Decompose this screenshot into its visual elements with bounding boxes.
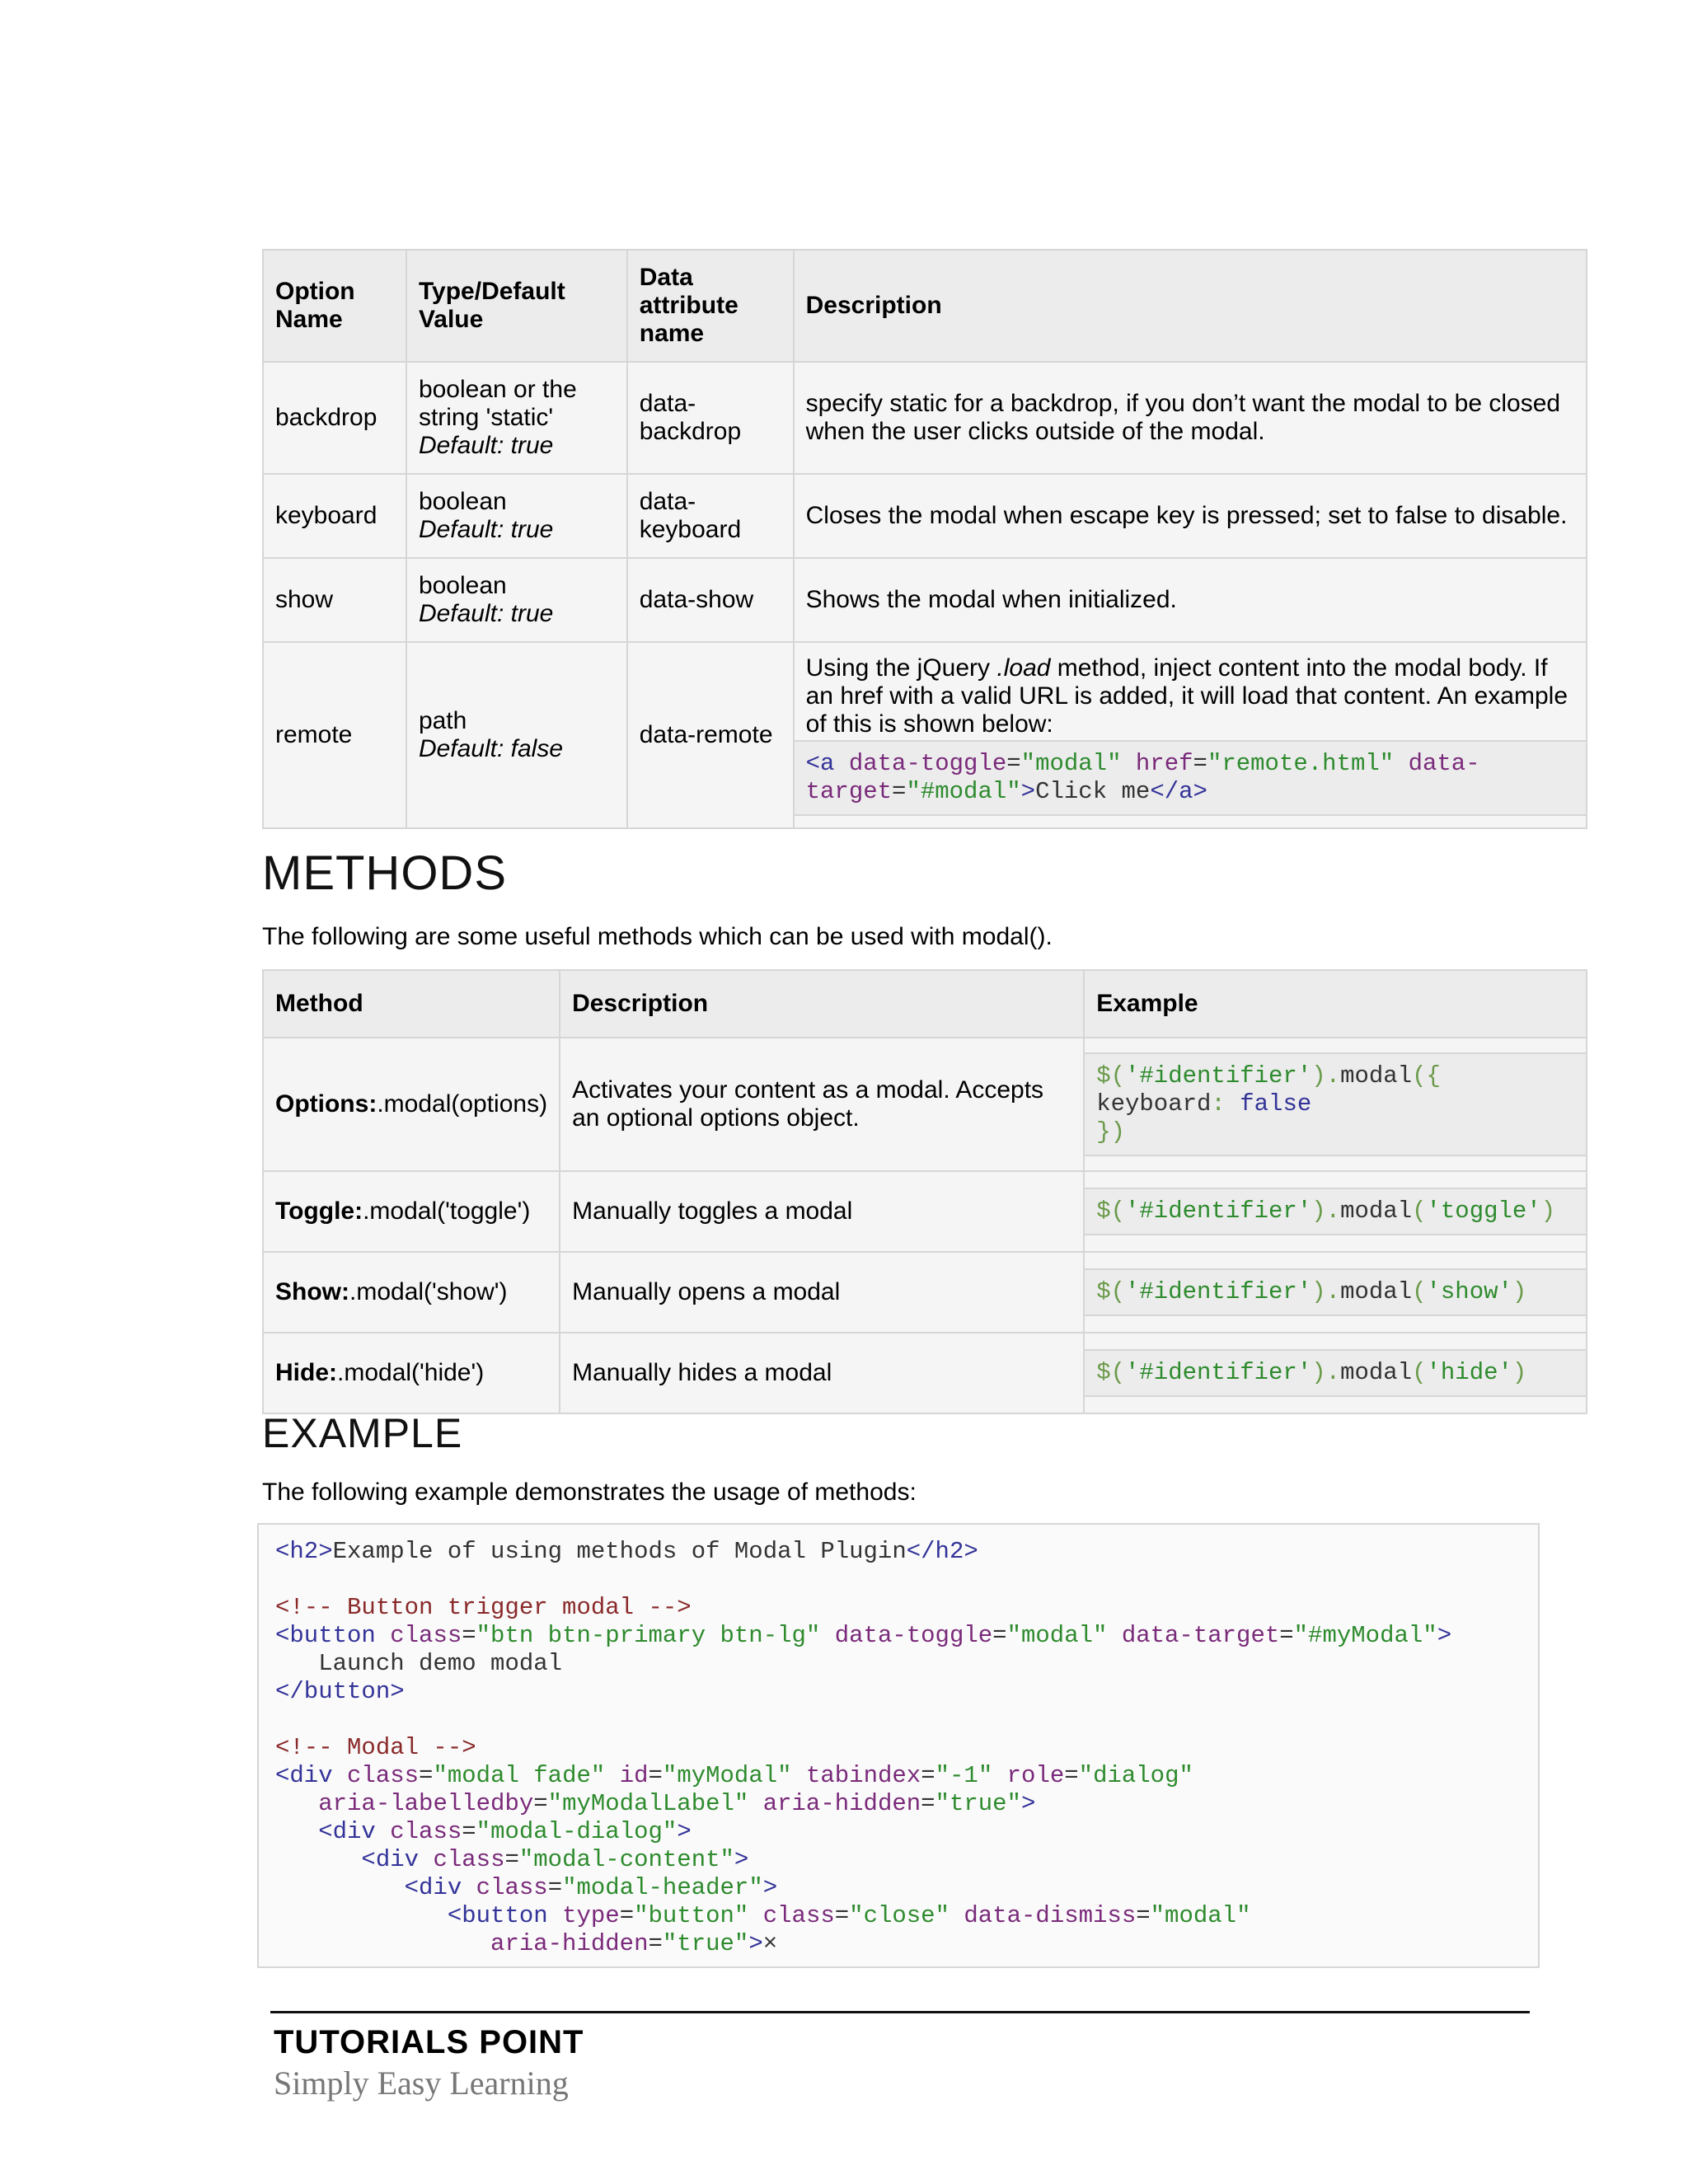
method-call: .modal('hide') bbox=[337, 1359, 485, 1386]
option-desc bbox=[794, 642, 1587, 828]
method-call: .modal('show') bbox=[349, 1278, 508, 1305]
table-row bbox=[263, 474, 1587, 558]
table-row bbox=[263, 642, 1587, 828]
example-code-block: <h2>Example of using methods of Modal Plugin</h2> <!-- Button trigger modal --> <button class="btn btn-primary btn-lg" data-toggle="modal" data-target="#myModal"> Launch demo modal </button> <!-- Modal --> <div class="modal fade" id="myModal" tabindex="-1" role="dialog" aria-labelledby="myModalLabel" aria-hidden="true"> <div class="modal-dialog"> <div class="modal-content"> <div class="modal-header"> <button type="button" class="close" data-dismiss="modal" aria-hidden="true">× bbox=[257, 1523, 1540, 1968]
option-attr: data-show bbox=[627, 558, 794, 642]
table-row bbox=[263, 558, 1587, 642]
method-example-code: $('#identifier').modal({ keyboard: false }) bbox=[1085, 1052, 1586, 1156]
method-desc: Activates your content as a modal. Accepts an optional options object. bbox=[560, 1038, 1084, 1171]
type-text: path bbox=[418, 707, 467, 734]
method-example-cell bbox=[1084, 1333, 1587, 1413]
example-intro: The following example demonstrates the usage of methods: bbox=[262, 1479, 917, 1506]
option-type bbox=[406, 642, 627, 828]
method-example-cell bbox=[1084, 1038, 1587, 1171]
methods-header-row bbox=[263, 970, 1587, 1038]
option-name: remote bbox=[263, 642, 406, 828]
type-text: boolean or the string 'static' bbox=[418, 376, 577, 431]
methods-table bbox=[262, 969, 1587, 1414]
option-name: show bbox=[263, 558, 406, 642]
option-desc: Shows the modal when initialized. bbox=[794, 558, 1587, 642]
method-cell bbox=[263, 1038, 560, 1171]
desc-emphasis: .load bbox=[996, 654, 1051, 682]
table-row bbox=[263, 362, 1587, 474]
header-data-attribute: Data attribute name bbox=[627, 250, 794, 362]
method-desc: Manually toggles a modal bbox=[560, 1171, 1084, 1252]
footer-brand: TUTORIALS POINT bbox=[274, 2024, 584, 2060]
method-call: .modal('toggle') bbox=[363, 1197, 531, 1225]
footer-tagline: Simply Easy Learning bbox=[274, 2064, 569, 2102]
method-cell bbox=[263, 1171, 560, 1252]
methods-intro: The following are some useful methods which can be used with modal(). bbox=[262, 923, 1053, 950]
header-type-default: Type/Default Value bbox=[406, 250, 627, 362]
method-label: Show: bbox=[275, 1278, 349, 1305]
options-header-row bbox=[263, 250, 1587, 362]
table-row bbox=[263, 1038, 1587, 1171]
desc-part: method, inject content into the modal body. If an href with a valid URL is added, it will load that content. An example of this is shown below: bbox=[805, 654, 1568, 738]
footer-divider bbox=[270, 2011, 1530, 2013]
method-cell bbox=[263, 1252, 560, 1333]
type-text: boolean bbox=[418, 572, 507, 599]
option-attr: data-remote bbox=[627, 642, 794, 828]
method-example-code: $('#identifier').modal('toggle') bbox=[1085, 1188, 1586, 1235]
desc-part: Using the jQuery bbox=[805, 654, 997, 682]
method-label: Options: bbox=[275, 1090, 377, 1118]
option-name: backdrop bbox=[263, 362, 406, 474]
section-heading-example: EXAMPLE bbox=[262, 1410, 463, 1456]
option-type bbox=[406, 362, 627, 474]
option-type bbox=[406, 558, 627, 642]
type-text: boolean bbox=[418, 488, 507, 515]
section-heading-methods: METHODS bbox=[262, 846, 507, 900]
default-text: Default: false bbox=[418, 735, 564, 762]
method-example-code: $('#identifier').modal('hide') bbox=[1085, 1349, 1586, 1397]
option-attr: data-backdrop bbox=[627, 362, 794, 474]
method-call: .modal(options) bbox=[377, 1090, 548, 1118]
table-row bbox=[263, 1333, 1587, 1413]
method-desc: Manually hides a modal bbox=[560, 1333, 1084, 1413]
table-row bbox=[263, 1252, 1587, 1333]
table-row bbox=[263, 1171, 1587, 1252]
option-desc: specify static for a backdrop, if you don’t want the modal to be closed when the user clicks outside of the modal. bbox=[794, 362, 1587, 474]
method-desc: Manually opens a modal bbox=[560, 1252, 1084, 1333]
method-label: Toggle: bbox=[275, 1197, 363, 1225]
default-text: Default: true bbox=[418, 600, 554, 627]
remote-desc-text bbox=[795, 643, 1586, 740]
method-example-code: $('#identifier').modal('show') bbox=[1085, 1268, 1586, 1316]
method-cell bbox=[263, 1333, 560, 1413]
method-example-cell bbox=[1084, 1252, 1587, 1333]
remote-code-sample: <a data-toggle="modal" href="remote.html" data-target="#modal">Click me</a> bbox=[795, 740, 1586, 816]
default-text: Default: true bbox=[418, 516, 554, 543]
header-option-name: Option Name bbox=[263, 250, 406, 362]
method-label: Hide: bbox=[275, 1359, 337, 1386]
header-method: Method bbox=[263, 970, 560, 1038]
option-name: keyboard bbox=[263, 474, 406, 558]
default-text: Default: true bbox=[418, 432, 554, 459]
option-desc: Closes the modal when escape key is pressed; set to false to disable. bbox=[794, 474, 1587, 558]
header-description: Description bbox=[560, 970, 1084, 1038]
options-table bbox=[262, 249, 1587, 829]
method-example-cell bbox=[1084, 1171, 1587, 1252]
header-example: Example bbox=[1084, 970, 1587, 1038]
option-type bbox=[406, 474, 627, 558]
header-description: Description bbox=[794, 250, 1587, 362]
option-attr: data-keyboard bbox=[627, 474, 794, 558]
